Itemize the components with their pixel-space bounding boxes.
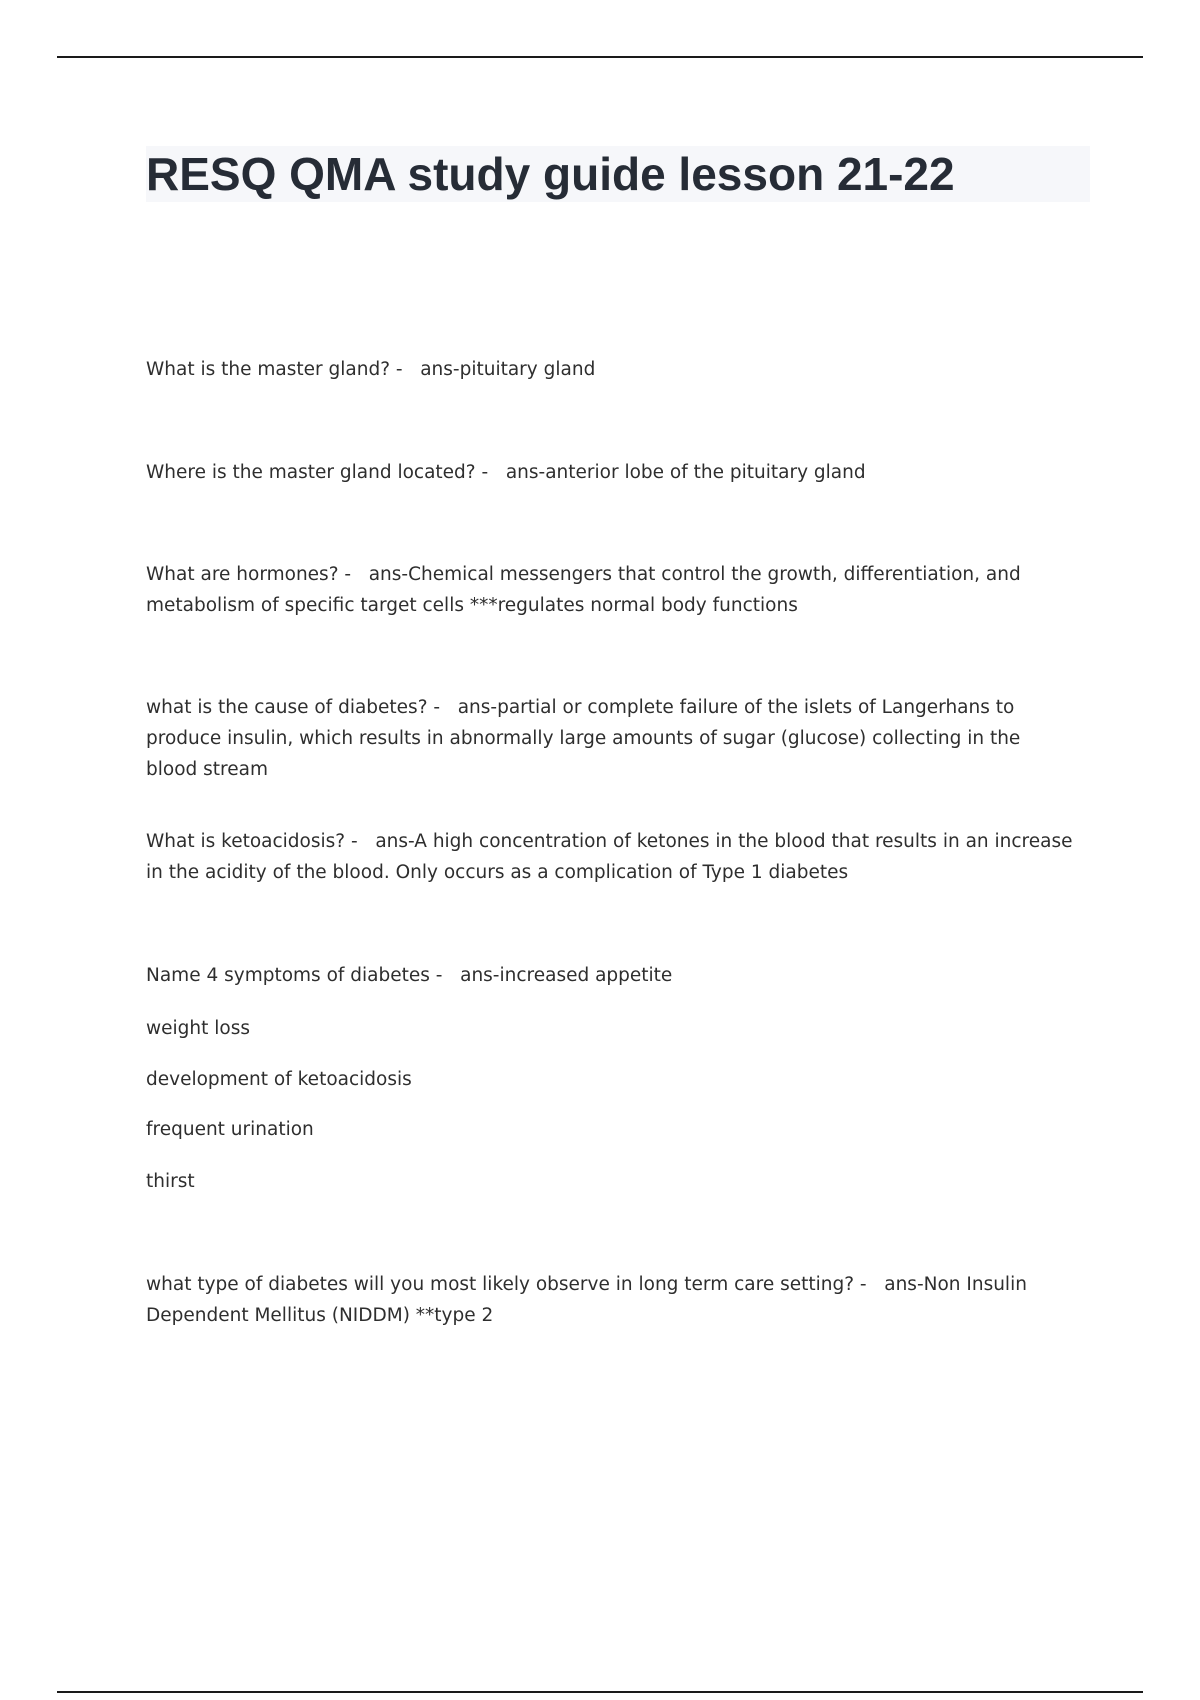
qa-item-1 [146, 354, 1076, 385]
qa-separator: - [345, 831, 376, 852]
qa-separator: - [427, 697, 458, 718]
question-text: Name 4 symptoms of diabetes [146, 965, 430, 986]
question-text: what is the cause of diabetes? [146, 697, 428, 718]
qa-item-7 [146, 1269, 1076, 1331]
answer-text: ans-increased appetite [460, 965, 673, 986]
qa-separator: - [854, 1274, 885, 1295]
qa-item-5 [146, 826, 1076, 888]
top-rule [57, 56, 1143, 58]
qa-item-3 [146, 559, 1076, 621]
question-text: What are hormones? [146, 564, 339, 585]
qa-separator: - [390, 359, 421, 380]
answer-text: ans-Non Insulin Dependent Mellitus (NIDDM) **type 2 [146, 1274, 1027, 1326]
answer-continuation-line: weight loss [146, 1018, 250, 1039]
answer-text: ans-A high concentration of ketones in the blood that results in an increase in the acidity of the blood. Only occurs as a complication of Type 1 diabetes [146, 831, 1073, 883]
bottom-rule [57, 1691, 1143, 1693]
qa-separator: - [338, 564, 369, 585]
answer-text: ans-pituitary gland [420, 359, 596, 380]
question-text: Where is the master gland located? [146, 462, 476, 483]
qa-separator: - [475, 462, 506, 483]
answer-text: ans-anterior lobe of the pituitary gland [505, 462, 866, 483]
question-text: What is ketoacidosis? [146, 831, 346, 852]
question-text: what type of diabetes will you most likely observe in long term care setting? [146, 1274, 855, 1295]
qa-item-2 [146, 457, 1076, 488]
answer-text: ans-Chemical messengers that control the growth, differentiation, and metabolism of specific target cells ***regulates normal body functions [146, 564, 1021, 616]
qa-item-4 [146, 692, 1076, 785]
answer-text: ans-partial or complete failure of the islets of Langerhans to produce insulin, which results in abnormally large amounts of sugar (glucose) collecting in the blood stream [146, 697, 1021, 780]
answer-continuation-line: thirst [146, 1171, 195, 1192]
qa-separator: - [429, 965, 461, 986]
question-text: What is the master gland? [146, 359, 391, 380]
answer-continuation-line: development of ketoacidosis [146, 1069, 412, 1090]
document-title: RESQ QMA study guide lesson 21-22 [146, 148, 955, 200]
answer-continuation-line: frequent urination [146, 1119, 314, 1140]
qa-item-6 [146, 960, 1076, 991]
